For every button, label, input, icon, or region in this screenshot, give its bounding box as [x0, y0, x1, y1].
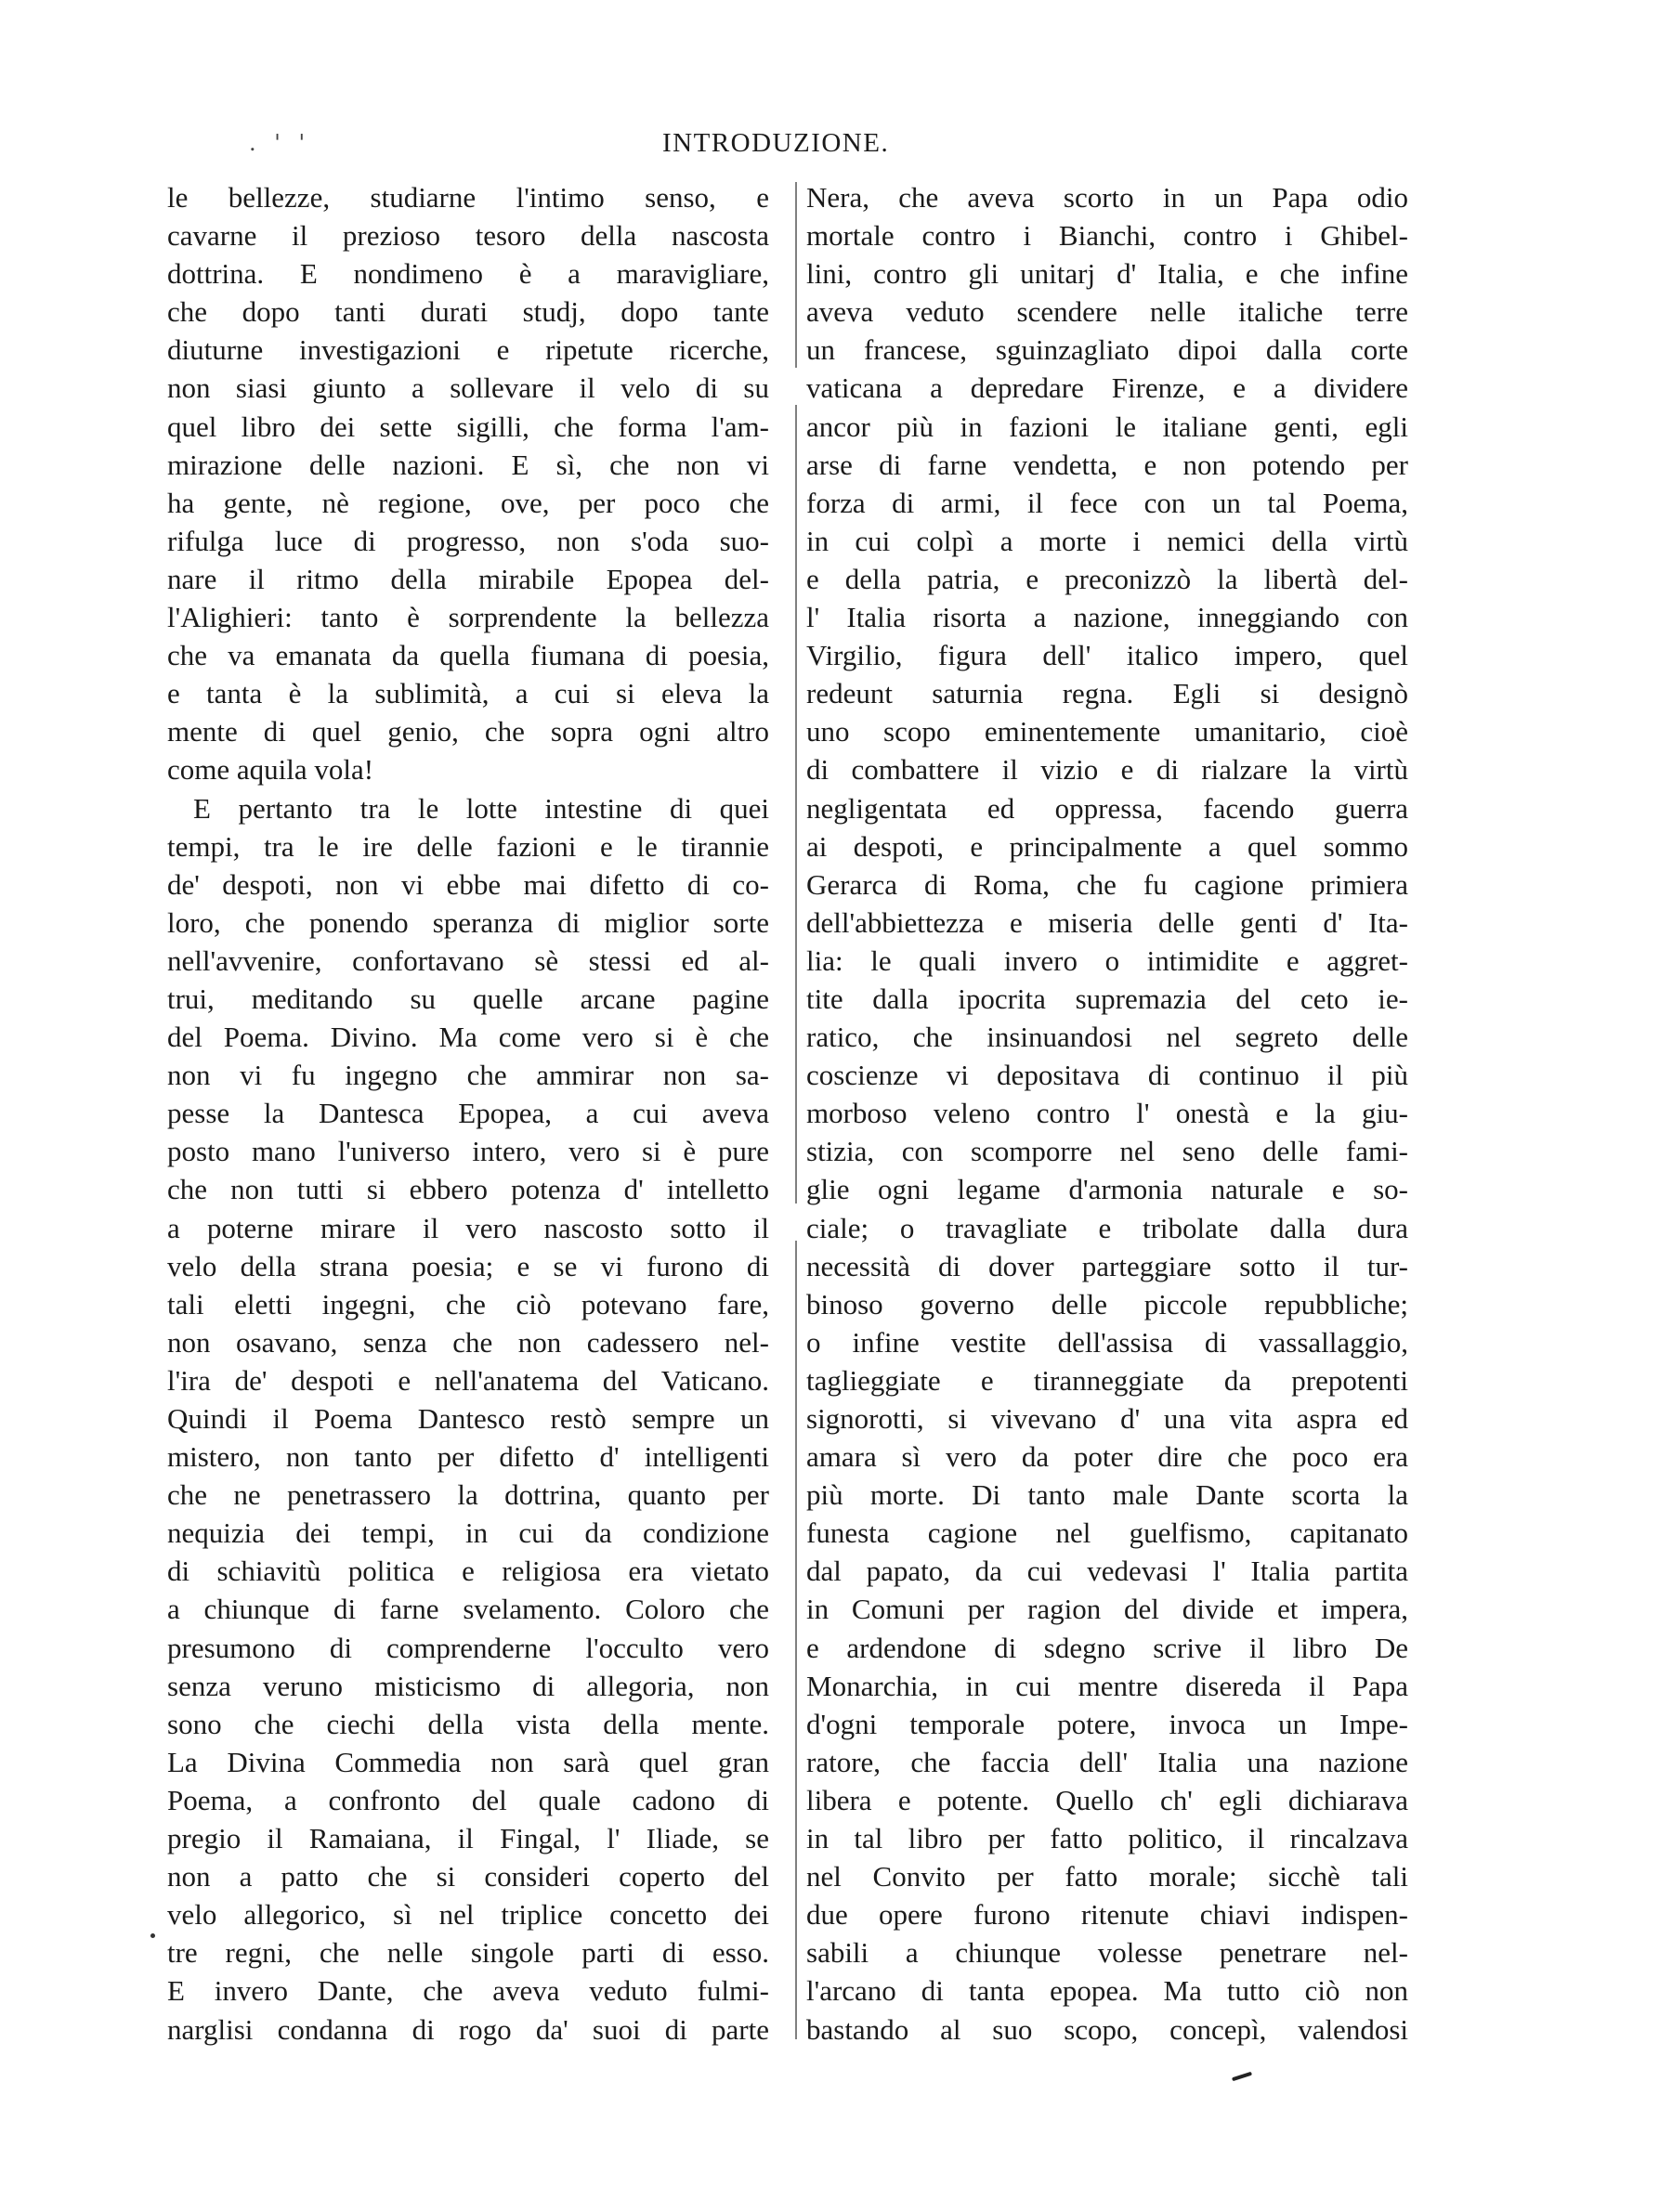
text-line: Nera, che aveva scorto in un Papa odio: [806, 181, 1408, 214]
text-line: mistero, non tanto per difetto d' intelligenti: [167, 1440, 769, 1474]
text-line: Gerarca di Roma, che fu cagione primiera: [806, 867, 1408, 901]
text-line: in cui colpì a morte i nemici della virtù: [806, 524, 1408, 557]
text-line: mortale contro i Bianchi, contro i Ghibel-: [806, 219, 1408, 253]
text-line: tali eletti ingegni, che ciò potevano fare,: [167, 1287, 769, 1321]
text-line: l'arcano di tanta epopea. Ma tutto ciò non: [806, 1974, 1408, 2008]
text-line: ratico, che insinuandosi nel segreto delle: [806, 1021, 1408, 1054]
text-line: due opere furono ritenute chiavi indispen-: [806, 1898, 1408, 1932]
text-line: d'ogni temporale potere, invoca un Impe-: [806, 1707, 1408, 1740]
text-line: Virgilio, figura dell' italico impero, quel: [806, 639, 1408, 672]
text-line: cavarne il prezioso tesoro della nascosta: [167, 219, 769, 253]
text-line: e tanta è la sublimità, a cui si eleva la: [167, 677, 769, 710]
text-line: Quindi il Poema Dantesco restò sempre un: [167, 1402, 769, 1435]
ink-dot: [150, 1933, 155, 1938]
text-line: ratore, che faccia dell' Italia una nazione: [806, 1745, 1408, 1778]
text-line: tite dalla ipocrita supremazia del ceto ie-: [806, 982, 1408, 1015]
text-line: velo allegorico, sì nel triplice concetto dei: [167, 1898, 769, 1932]
text-line: pesse la Dantesca Epopea, a cui aveva: [167, 1097, 769, 1130]
column-divider: [795, 182, 797, 2039]
text-line: nell'avvenire, confortavano sè stessi ed al-: [167, 943, 769, 977]
text-line: non vi fu ingegno che ammirar non sa-: [167, 1059, 769, 1092]
text-line: necessità di dover parteggiare sotto il tur-: [806, 1249, 1408, 1282]
text-line: tempi, tra le ire delle fazioni e le tirannie: [167, 829, 769, 863]
text-line: non a patto che si consideri coperto del: [167, 1860, 769, 1893]
ink-mark: [1232, 2072, 1252, 2082]
text-line: de' despoti, non vi ebbe mai difetto di co-: [167, 867, 769, 901]
text-line: a poterne mirare il vero nascosto sotto il: [167, 1211, 769, 1244]
text-line: che dopo tanti durati studj, dopo tante: [167, 295, 769, 329]
text-line: redeunt saturnia regna. Egli si designò: [806, 677, 1408, 710]
text-line: funesta cagione nel guelfismo, capitanato: [806, 1516, 1408, 1550]
text-line: mente di quel genio, che sopra ogni altro: [167, 715, 769, 748]
text-line: di schiavitù politica e religiosa era vietato: [167, 1555, 769, 1588]
text-line: senza veruno misticismo di allegoria, non: [167, 1669, 769, 1702]
text-line: ai despoti, e principalmente a quel sommo: [806, 829, 1408, 863]
text-line: E pertanto tra le lotte intestine di quei: [193, 791, 769, 825]
text-line: narglisi condanna di rogo da' suoi di parte: [167, 2012, 769, 2046]
text-line: tre regni, che nelle singole parti di esso.: [167, 1936, 769, 1970]
text-line: rifulga luce di progresso, non s'oda suo-: [167, 524, 769, 557]
text-line: vaticana a depredare Firenze, e a dividere: [806, 371, 1408, 405]
text-line: binoso governo delle piccole repubbliche;: [806, 1287, 1408, 1321]
text-line: non siasi giunto a sollevare il velo di su: [167, 371, 769, 405]
text-line: posto mano l'universo intero, vero si è pure: [167, 1135, 769, 1168]
text-line: diuturne investigazioni e ripetute ricerche,: [167, 333, 769, 367]
text-line: dal papato, da cui vedevasi l' Italia partita: [806, 1555, 1408, 1588]
text-line: bastando al suo scopo, concepì, valendosi: [806, 2012, 1408, 2046]
text-line: mirazione delle nazioni. E sì, che non vi: [167, 448, 769, 481]
text-line: o infine vestite dell'assisa di vassallaggio,: [806, 1325, 1408, 1359]
text-line: Monarchia, in cui mentre disereda il Papa: [806, 1669, 1408, 1702]
text-line: quel libro dei sette sigilli, che forma l'am-: [167, 410, 769, 443]
text-line: ha gente, nè regione, ove, per poco che: [167, 486, 769, 519]
running-head: INTRODUZIONE.: [662, 128, 890, 158]
text-line: a chiunque di farne svelamento. Coloro che: [167, 1593, 769, 1626]
text-line: nel Convito per fatto morale; sicchè tali: [806, 1860, 1408, 1893]
text-line: ciale; o travagliate e tribolate dalla dura: [806, 1211, 1408, 1244]
text-line: del Poema. Divino. Ma come vero si è che: [167, 1021, 769, 1054]
text-line: sabili a chiunque volesse penetrare nel-: [806, 1936, 1408, 1970]
text-line: non osavano, senza che non cadessero nel-: [167, 1325, 769, 1359]
text-line: dell'abbiettezza e miseria delle genti d' Ita-: [806, 905, 1408, 939]
text-line: velo della strana poesia; e se vi furono di: [167, 1249, 769, 1282]
text-line: e della patria, e preconizzò la libertà del-: [806, 562, 1408, 595]
text-line: La Divina Commedia non sarà quel gran: [167, 1745, 769, 1778]
text-line: che ne penetrassero la dottrina, quanto per: [167, 1478, 769, 1512]
text-line: che non tutti si ebbero potenza d' intelletto: [167, 1173, 769, 1206]
text-line: e ardendone di sdegno scrive il libro De: [806, 1631, 1408, 1664]
text-line: lini, contro gli unitarj d' Italia, e che infine: [806, 257, 1408, 291]
text-line: amara sì vero da poter dire che poco era: [806, 1440, 1408, 1474]
text-line: l'ira de' despoti e nell'anatema del Vaticano.: [167, 1363, 769, 1397]
text-line: le bellezze, studiarne l'intimo senso, e: [167, 181, 769, 214]
text-line: forza di armi, il fece con un tal Poema,: [806, 486, 1408, 519]
text-line: morboso veleno contro l' onestà e la giu-: [806, 1097, 1408, 1130]
text-line: presumono di comprenderne l'occulto vero: [167, 1631, 769, 1664]
text-line: l'Alighieri: tanto è sorprendente la bellezza: [167, 601, 769, 634]
text-line: E invero Dante, che aveva veduto fulmi-: [167, 1974, 769, 2008]
text-line: Poema, a confronto del quale cadono di: [167, 1783, 769, 1816]
text-line: sono che ciechi della vista della mente.: [167, 1707, 769, 1740]
header-marks: . ' ': [249, 130, 311, 156]
text-line: come aquila vola!: [167, 753, 374, 787]
text-line: negligentata ed oppressa, facendo guerra: [806, 791, 1408, 825]
text-line: libera e potente. Quello ch' egli dichiarava: [806, 1783, 1408, 1816]
text-line: un francese, sguinzagliato dipoi dalla corte: [806, 333, 1408, 367]
text-line: più morte. Di tanto male Dante scorta la: [806, 1478, 1408, 1512]
text-line: trui, meditando su quelle arcane pagine: [167, 982, 769, 1015]
page-header: [0, 128, 1659, 175]
text-line: dottrina. E nondimeno è a maravigliare,: [167, 257, 769, 291]
text-line: ancor più in fazioni le italiane genti, egli: [806, 410, 1408, 443]
text-line: l' Italia risorta a nazione, inneggiando con: [806, 601, 1408, 634]
text-line: loro, che ponendo speranza di miglior sorte: [167, 905, 769, 939]
text-line: in Comuni per ragion del divide et impera,: [806, 1593, 1408, 1626]
text-line: che va emanata da quella fiumana di poesia,: [167, 639, 769, 672]
text-line: arse di farne vendetta, e non potendo per: [806, 448, 1408, 481]
text-line: in tal libro per fatto politico, il rincalzava: [806, 1822, 1408, 1855]
text-line: uno scopo eminentemente umanitario, cioè: [806, 715, 1408, 748]
right-column: [806, 178, 1408, 2049]
text-line: signorotti, si vivevano d' una vita aspra ed: [806, 1402, 1408, 1435]
text-line: taglieggiate e tiranneggiate da prepotenti: [806, 1363, 1408, 1397]
text-line: glie ogni legame d'armonia naturale e so-: [806, 1173, 1408, 1206]
text-line: coscienze vi depositava di continuo il più: [806, 1059, 1408, 1092]
text-line: pregio il Ramaiana, il Fingal, l' Iliade, se: [167, 1822, 769, 1855]
text-line: lia: le quali invero o intimidite e aggret-: [806, 943, 1408, 977]
text-line: nare il ritmo della mirabile Epopea del-: [167, 562, 769, 595]
left-column: [167, 178, 769, 2049]
text-line: di combattere il vizio e di rialzare la virtù: [806, 753, 1408, 787]
text-line: aveva veduto scendere nelle italiche terre: [806, 295, 1408, 329]
text-line: nequizia dei tempi, in cui da condizione: [167, 1516, 769, 1550]
text-line: stizia, con scomporre nel seno delle fami-: [806, 1135, 1408, 1168]
